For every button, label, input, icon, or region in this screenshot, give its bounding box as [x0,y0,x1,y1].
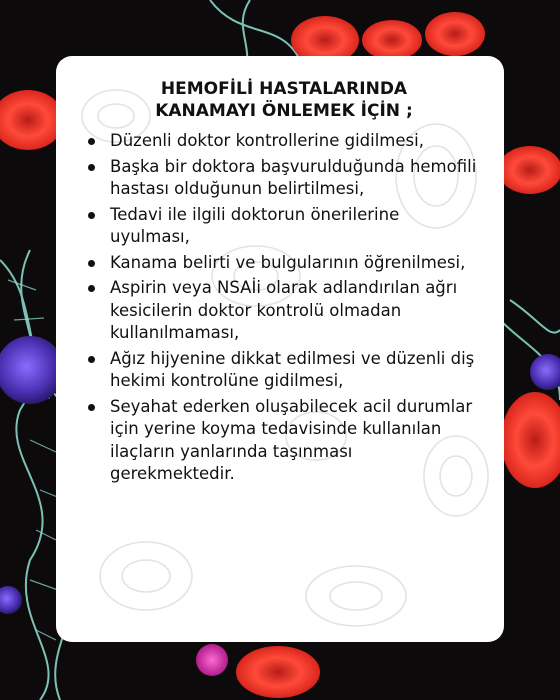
bullet-icon [88,260,95,267]
list-item [86,252,482,275]
info-card [56,56,504,642]
card-title-line-1: HEMOFİLİ HASTALARINDA [160,79,408,99]
bullet-icon [88,404,95,411]
list-item-text: Aspirin veya NSAİi olarak adlandırılan ağrı kesicilerin doktor kontrolü olmadan kullanılmaması, [110,278,458,342]
bullet-icon [88,285,95,292]
list-item-text: Ağız hijyenine dikkat edilmesi ve düzenli diş hekimi kontrolüne gidilmesi, [110,348,475,390]
list-item-text: Tedavi ile ilgili doktorun önerilerine uyulması, [110,204,400,246]
card-title [86,78,482,122]
bullet-icon [88,138,95,145]
list-item-text: Düzenli doktor kontrollerine gidilmesi, [110,131,424,150]
list-item [86,277,482,345]
list-item [86,348,482,393]
list-item [86,204,482,249]
list-item-text: Kanama belirti ve bulgularının öğrenilmesi, [110,252,466,272]
list-item [86,156,482,201]
list-item-text: Seyahat ederken oluşabilecek acil durumlar için yerine koyma tedavisinde kullanılan ilaçların yanlarında taşınması gerekmektedir. [110,396,473,483]
list-item [86,396,482,486]
card-title-line-2: KANAMAYI ÖNLEMEK İÇİN ; [155,101,413,121]
list-item [86,130,482,153]
bullet-icon [88,164,95,171]
prevention-list [86,130,482,486]
list-item-text: Başka bir doktora başvurulduğunda hemofili hastası olduğunun belirtilmesi, [110,156,477,198]
bullet-icon [88,356,95,363]
bullet-icon [88,212,95,219]
